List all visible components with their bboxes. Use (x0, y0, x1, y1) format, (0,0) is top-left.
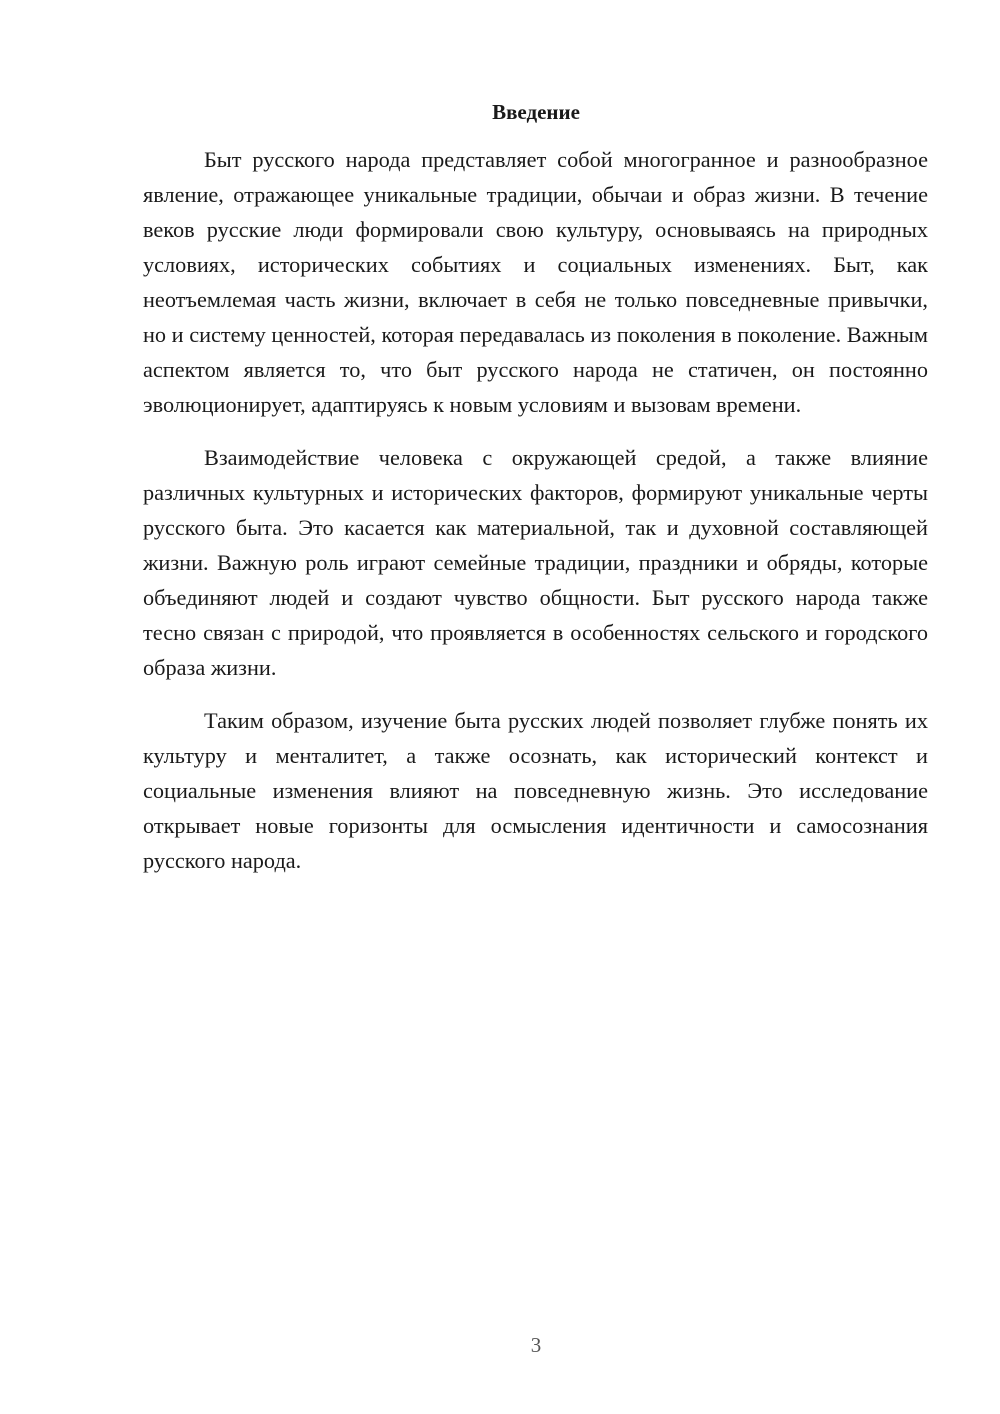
paragraph: Быт русского народа представляет собой многогранное и разнообразное явление, отражающее уникальные традиции, обычаи и образ жизни. В течение веков русские люди формировали свою культуру, основываясь на природных условиях, исторических событиях и социальных изменениях. Быт, как неотъемлемая часть жизни, включает в себя не только повседневные привычки, но и систему ценностей, которая передавалась из поколения в поколение. Важным аспектом является то, что быт русского народа не статичен, он постоянно эволюционирует, адаптируясь к новым условиям и вызовам времени. (143, 147, 928, 417)
paragraph: Таким образом, изучение быта русских людей позволяет глубже понять их культуру и менталитет, а также осознать, как исторический контекст и социальные изменения влияют на повседневную жизнь. Это исследование открывает новые горизонты для осмысления идентичности и самосознания русского народа. (143, 708, 928, 873)
body-text (143, 142, 928, 896)
page-number: 3 (530, 1333, 542, 1357)
paragraph: Взаимодействие человека с окружающей средой, а также влияние различных культурных и исторических факторов, формируют уникальные черты русского быта. Это касается как материальной, так и духовной составляющей жизни. Важную роль играют семейные традиции, праздники и обряды, которые объединяют людей и создают чувство общности. Быт русского народа также тесно связан с природой, что проявляется в особенностях сельского и городского образа жизни. (143, 445, 928, 680)
section-heading: Введение (492, 100, 580, 124)
